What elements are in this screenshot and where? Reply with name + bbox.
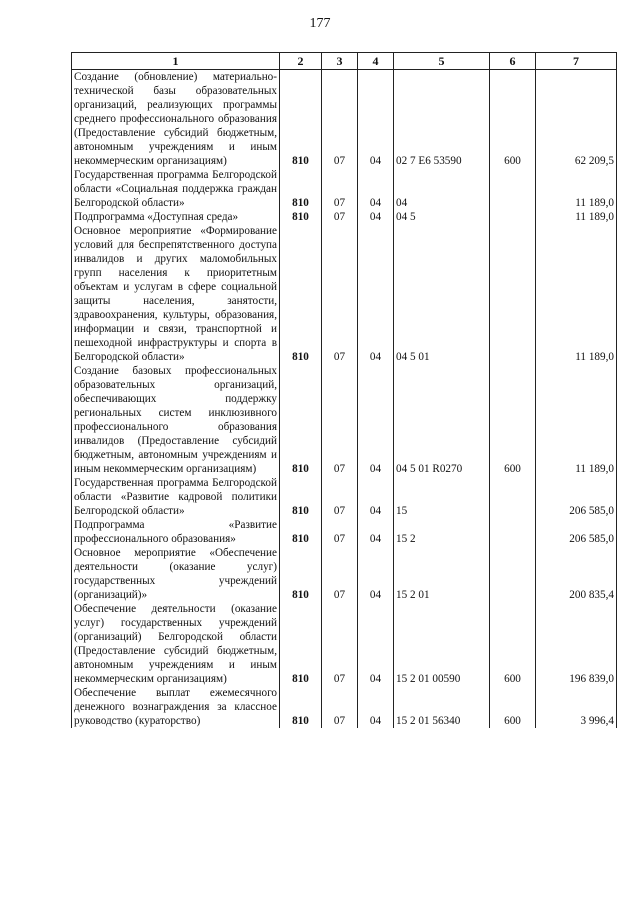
row-ministry: 810 [280, 476, 322, 518]
table-row [72, 364, 617, 476]
row-subsection: 04 [358, 168, 394, 210]
row-section: 07 [322, 686, 358, 728]
budget-table [71, 52, 617, 728]
row-section: 07 [322, 602, 358, 686]
row-ministry: 810 [280, 546, 322, 602]
row-section: 07 [322, 70, 358, 169]
row-section: 07 [322, 476, 358, 518]
row-target: 04 [394, 168, 490, 210]
row-target: 15 2 01 00590 [394, 602, 490, 686]
row-ministry: 810 [280, 686, 322, 728]
row-amount: 3 996,4 [536, 686, 617, 728]
row-amount: 196 839,0 [536, 602, 617, 686]
row-target: 15 [394, 476, 490, 518]
row-type [490, 168, 536, 210]
row-name: Обеспечение деятельности (оказание услуг) государственных учреждений (организаций) Белгородской области (Предоставление субсидий бюджетным, автономным учреждениям и иным некоммерческим организациям) [72, 602, 280, 686]
row-name: Создание базовых профессиональных образовательных организаций, обеспечивающих поддержку региональных систем инклюзивного профессионального образования инвалидов (Предоставление субсидий бюджетным, автономным учреждениям и иным некоммерческим организациям) [72, 364, 280, 476]
row-amount: 11 189,0 [536, 364, 617, 476]
row-target: 15 2 01 [394, 546, 490, 602]
row-target: 02 7 Е6 53590 [394, 70, 490, 169]
row-subsection: 04 [358, 210, 394, 224]
row-section: 07 [322, 546, 358, 602]
row-subsection: 04 [358, 224, 394, 364]
row-section: 07 [322, 518, 358, 546]
row-ministry: 810 [280, 210, 322, 224]
row-type [490, 476, 536, 518]
row-target: 04 5 01 R0270 [394, 364, 490, 476]
row-type [490, 518, 536, 546]
col-header-name: 1 [72, 53, 280, 70]
table-row [72, 70, 617, 169]
row-type: 600 [490, 686, 536, 728]
row-name: Подпрограмма «Доступная среда» [72, 210, 280, 224]
row-section: 07 [322, 210, 358, 224]
row-section: 07 [322, 224, 358, 364]
row-target: 15 2 01 56340 [394, 686, 490, 728]
row-ministry: 810 [280, 364, 322, 476]
col-header-subsection: 4 [358, 53, 394, 70]
row-type: 600 [490, 70, 536, 169]
row-type [490, 210, 536, 224]
row-ministry: 810 [280, 602, 322, 686]
table-row [72, 602, 617, 686]
table-row [72, 224, 617, 364]
table-row [72, 686, 617, 728]
row-name: Создание (обновление) материально-технической базы образовательных организаций, реализующих программы среднего профессионального образования (Предоставление субсидий бюджетным, автономным учреждениям и иным некоммерческим организациям) [72, 70, 280, 169]
page-number: 177 [309, 16, 331, 31]
table-row [72, 210, 617, 224]
table-row [72, 168, 617, 210]
row-subsection: 04 [358, 364, 394, 476]
row-amount: 11 189,0 [536, 168, 617, 210]
row-ministry: 810 [280, 168, 322, 210]
col-header-amount: 7 [536, 53, 617, 70]
col-header-ministry: 2 [280, 53, 322, 70]
row-type [490, 224, 536, 364]
col-header-type: 6 [490, 53, 536, 70]
col-header-section: 3 [322, 53, 358, 70]
row-subsection: 04 [358, 686, 394, 728]
row-amount: 11 189,0 [536, 224, 617, 364]
row-amount: 200 835,4 [536, 546, 617, 602]
row-ministry: 810 [280, 518, 322, 546]
row-target: 15 2 [394, 518, 490, 546]
header-row [72, 53, 617, 70]
row-name: Основное мероприятие «Обеспечение деятельности (оказание услуг) государственных учреждений (организаций)» [72, 546, 280, 602]
row-subsection: 04 [358, 546, 394, 602]
row-section: 07 [322, 364, 358, 476]
row-amount: 206 585,0 [536, 518, 617, 546]
row-ministry: 810 [280, 224, 322, 364]
table-row [72, 546, 617, 602]
row-target: 04 5 [394, 210, 490, 224]
col-header-target: 5 [394, 53, 490, 70]
row-ministry: 810 [280, 70, 322, 169]
row-type: 600 [490, 602, 536, 686]
table-row [72, 476, 617, 518]
table-row [72, 518, 617, 546]
row-type: 600 [490, 364, 536, 476]
row-subsection: 04 [358, 518, 394, 546]
row-name: Обеспечение выплат ежемесячного денежного вознаграждения за классное руководство (кураторство) [72, 686, 280, 728]
row-name: Государственная программа Белгородской области «Развитие кадровой политики Белгородской области» [72, 476, 280, 518]
row-section: 07 [322, 168, 358, 210]
row-name: Государственная программа Белгородской области «Социальная поддержка граждан Белгородской области» [72, 168, 280, 210]
row-name: Основное мероприятие «Формирование условий для беспрепятственного доступа инвалидов и других маломобильных групп населения к приоритетным объектам и услугам в сфере социальной защиты населения, занятости, здравоохранения, культуры, образования, информации и связи, транспортной и пешеходной инфраструктуры и спорта в Белгородской области» [72, 224, 280, 364]
row-subsection: 04 [358, 602, 394, 686]
row-amount: 206 585,0 [536, 476, 617, 518]
row-subsection: 04 [358, 70, 394, 169]
row-type [490, 546, 536, 602]
row-name: Подпрограмма «Развитие профессионального образования» [72, 518, 280, 546]
row-target: 04 5 01 [394, 224, 490, 364]
row-amount: 11 189,0 [536, 210, 617, 224]
row-amount: 62 209,5 [536, 70, 617, 169]
row-subsection: 04 [358, 476, 394, 518]
